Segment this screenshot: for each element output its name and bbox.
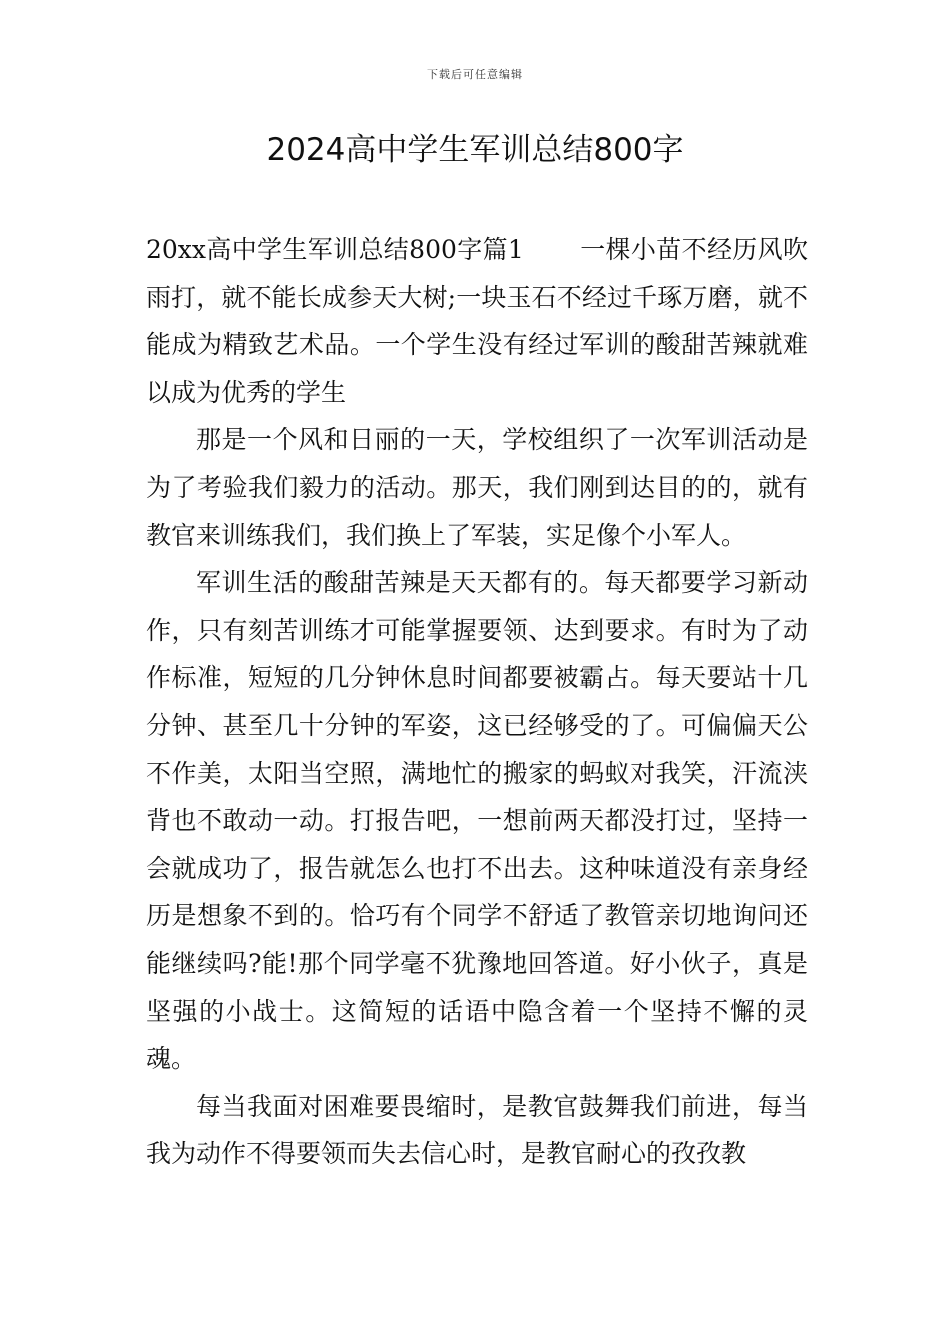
paragraph-4: 每当我面对困难要畏缩时，是教官鼓舞我们前进，每当我为动作不得要领而失去信心时，是教官耐心的孜孜教 — [146, 1091, 808, 1169]
paragraph-2: 那是一个风和日丽的一天，学校组织了一次军训活动是为了考验我们毅力的活动。那天，我们刚到达目的的，就有教官来训练我们，我们换上了军装，实足像个小军人。 — [146, 425, 808, 550]
document-body — [146, 226, 808, 1178]
document-title: 2024高中学生军训总结800字 — [266, 132, 684, 168]
intro-heading: 20xx高中学生军训总结800字篇1 — [146, 235, 524, 264]
intro-paragraph — [146, 226, 808, 416]
paragraph-3: 军训生活的酸甜苦辣是天天都有的。每天都要学习新动作，只有刻苦训练才可能掌握要领、达到要求。有时为了动作标准，短短的几分钟休息时间都要被霸占。每天要站十几分钟、甚至几十分钟的军姿，这已经够受的了。可偏偏天公不作美，太阳当空照，满地忙的搬家的蚂蚁对我笑，汗流浃背也不敢动一动。打报告吧，一想前两天都没打过，坚持一会就成功了，报告就怎么也打不出去。这种味道没有亲身经历是想象不到的。恰巧有个同学不舒适了教管亲切地询问还能继续吗?能!那个同学毫不犹豫地回答道。好小伙子，真是坚强的小战士。这简短的话语中隐含着一个坚持不懈的灵魂。 — [146, 568, 808, 1074]
header-note: 下载后可任意编辑 — [427, 68, 523, 81]
paragraph-1: 一棵小苗不经历风吹雨打，就不能长成参天大树;一块玉石不经过千琢万磨，就不能成为精致艺术品。一个学生没有经过军训的酸甜苦辣就难以成为优秀的学生 — [146, 235, 808, 407]
